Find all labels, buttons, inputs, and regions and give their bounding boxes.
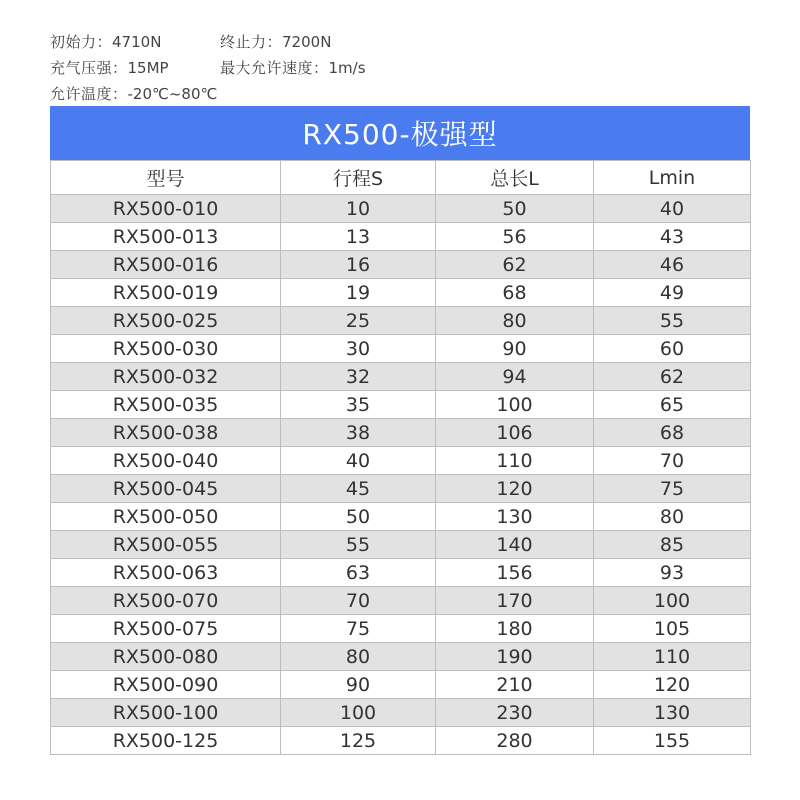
- cell-total-length: 56: [436, 223, 594, 251]
- cell-model: RX500-125: [51, 727, 281, 755]
- cell-total-length: 230: [436, 699, 594, 727]
- cell-lmin: 62: [594, 363, 751, 391]
- cell-total-length: 110: [436, 447, 594, 475]
- table-title: RX500-极强型: [50, 106, 750, 160]
- cell-model: RX500-030: [51, 335, 281, 363]
- cell-total-length: 106: [436, 419, 594, 447]
- table-row: [51, 643, 751, 671]
- cell-stroke: 75: [281, 615, 436, 643]
- cell-stroke: 40: [281, 447, 436, 475]
- cell-stroke: 35: [281, 391, 436, 419]
- cell-stroke: 45: [281, 475, 436, 503]
- cell-model: RX500-050: [51, 503, 281, 531]
- cell-model: RX500-080: [51, 643, 281, 671]
- table-row: [51, 195, 751, 223]
- table-row: [51, 475, 751, 503]
- cell-lmin: 155: [594, 727, 751, 755]
- table-row: [51, 223, 751, 251]
- table-row: [51, 503, 751, 531]
- cell-lmin: 120: [594, 671, 751, 699]
- cell-lmin: 85: [594, 531, 751, 559]
- cell-stroke: 16: [281, 251, 436, 279]
- cell-lmin: 65: [594, 391, 751, 419]
- cell-stroke: 19: [281, 279, 436, 307]
- spec-block: [50, 28, 366, 106]
- cell-stroke: 80: [281, 643, 436, 671]
- table-row: [51, 447, 751, 475]
- cell-model: RX500-040: [51, 447, 281, 475]
- cell-total-length: 90: [436, 335, 594, 363]
- spec-row: [50, 80, 366, 106]
- table-row: [51, 615, 751, 643]
- spec-value: 1m/s: [328, 58, 366, 77]
- spec-table: [50, 160, 751, 755]
- cell-model: RX500-010: [51, 195, 281, 223]
- table-row: [51, 391, 751, 419]
- cell-stroke: 13: [281, 223, 436, 251]
- cell-total-length: 100: [436, 391, 594, 419]
- table-row: [51, 559, 751, 587]
- cell-lmin: 49: [594, 279, 751, 307]
- spec-max-speed: [220, 57, 366, 78]
- table-row: [51, 727, 751, 755]
- cell-total-length: 156: [436, 559, 594, 587]
- spec-row: [50, 54, 366, 80]
- spec-row: [50, 28, 366, 54]
- table-row: [51, 419, 751, 447]
- spec-value: 15MP: [127, 58, 169, 77]
- cell-lmin: 110: [594, 643, 751, 671]
- cell-model: RX500-038: [51, 419, 281, 447]
- cell-total-length: 170: [436, 587, 594, 615]
- cell-lmin: 43: [594, 223, 751, 251]
- cell-stroke: 63: [281, 559, 436, 587]
- cell-model: RX500-032: [51, 363, 281, 391]
- cell-total-length: 80: [436, 307, 594, 335]
- header-stroke: 行程S: [281, 161, 436, 195]
- table-row: [51, 363, 751, 391]
- table-row: [51, 587, 751, 615]
- cell-total-length: 62: [436, 251, 594, 279]
- cell-lmin: 130: [594, 699, 751, 727]
- cell-stroke: 25: [281, 307, 436, 335]
- cell-model: RX500-100: [51, 699, 281, 727]
- cell-model: RX500-070: [51, 587, 281, 615]
- spec-value: -20℃~80℃: [127, 84, 218, 103]
- table-row: [51, 335, 751, 363]
- table-row: [51, 251, 751, 279]
- cell-total-length: 190: [436, 643, 594, 671]
- spec-label: 终止力：: [220, 32, 283, 51]
- cell-stroke: 38: [281, 419, 436, 447]
- cell-total-length: 180: [436, 615, 594, 643]
- cell-total-length: 50: [436, 195, 594, 223]
- header-total-length: 总长L: [436, 161, 594, 195]
- cell-stroke: 100: [281, 699, 436, 727]
- spec-temperature: [50, 83, 217, 104]
- cell-model: RX500-019: [51, 279, 281, 307]
- cell-lmin: 75: [594, 475, 751, 503]
- cell-stroke: 32: [281, 363, 436, 391]
- spec-final-force: [220, 31, 331, 52]
- spec-value: 7200N: [282, 32, 332, 51]
- table-row: [51, 671, 751, 699]
- cell-lmin: 93: [594, 559, 751, 587]
- cell-stroke: 30: [281, 335, 436, 363]
- cell-stroke: 55: [281, 531, 436, 559]
- spec-initial-force: [50, 31, 220, 52]
- table-row: [51, 699, 751, 727]
- cell-lmin: 80: [594, 503, 751, 531]
- cell-model: RX500-055: [51, 531, 281, 559]
- cell-model: RX500-025: [51, 307, 281, 335]
- cell-total-length: 120: [436, 475, 594, 503]
- cell-model: RX500-075: [51, 615, 281, 643]
- spec-label: 最大允许速度：: [220, 58, 329, 77]
- table-row: [51, 279, 751, 307]
- cell-model: RX500-013: [51, 223, 281, 251]
- cell-stroke: 10: [281, 195, 436, 223]
- cell-lmin: 40: [594, 195, 751, 223]
- header-lmin: Lmin: [594, 161, 751, 195]
- spec-inflation-pressure: [50, 57, 220, 78]
- cell-lmin: 70: [594, 447, 751, 475]
- spec-table-container: [50, 106, 750, 755]
- cell-model: RX500-090: [51, 671, 281, 699]
- cell-model: RX500-045: [51, 475, 281, 503]
- cell-total-length: 68: [436, 279, 594, 307]
- cell-model: RX500-016: [51, 251, 281, 279]
- cell-lmin: 46: [594, 251, 751, 279]
- table-header-row: [51, 161, 751, 195]
- spec-label: 充气压强：: [50, 58, 128, 77]
- cell-total-length: 130: [436, 503, 594, 531]
- cell-stroke: 125: [281, 727, 436, 755]
- cell-total-length: 280: [436, 727, 594, 755]
- header-model: 型号: [51, 161, 281, 195]
- cell-model: RX500-035: [51, 391, 281, 419]
- spec-label: 初始力：: [50, 32, 113, 51]
- cell-lmin: 100: [594, 587, 751, 615]
- cell-model: RX500-063: [51, 559, 281, 587]
- cell-total-length: 94: [436, 363, 594, 391]
- cell-lmin: 60: [594, 335, 751, 363]
- cell-lmin: 68: [594, 419, 751, 447]
- cell-stroke: 70: [281, 587, 436, 615]
- table-row: [51, 307, 751, 335]
- cell-stroke: 50: [281, 503, 436, 531]
- spec-label: 允许温度：: [50, 84, 128, 103]
- cell-lmin: 55: [594, 307, 751, 335]
- cell-stroke: 90: [281, 671, 436, 699]
- spec-value: 4710N: [112, 32, 162, 51]
- table-row: [51, 531, 751, 559]
- cell-lmin: 105: [594, 615, 751, 643]
- cell-total-length: 140: [436, 531, 594, 559]
- cell-total-length: 210: [436, 671, 594, 699]
- table-body: [51, 195, 751, 755]
